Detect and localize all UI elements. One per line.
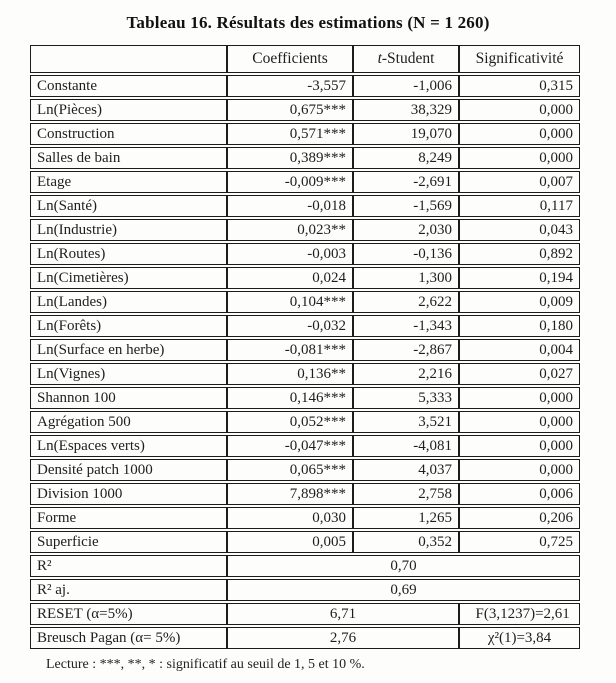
significance-cell: 0,000 [459,435,580,457]
significance-cell: 0,000 [459,147,580,169]
table-row [30,219,580,241]
table-row [30,363,580,385]
r-squared-value: 0,70 [227,555,580,577]
row-label: Densité patch 1000 [30,459,227,481]
coefficient-cell: 0,052*** [227,411,353,433]
page-title: Tableau 16. Résultats des estimations (N = 1 260) [126,13,490,32]
coefficient-cell: -0,047*** [227,435,353,457]
t-student-cell: -0,136 [353,243,459,265]
breusch-pagan-critical-value [459,627,580,649]
column-header-coefficients: Coefficients [227,45,353,73]
r-squared-row [30,555,580,577]
significance-cell: 0,009 [459,291,580,313]
significance-cell: 0,206 [459,507,580,529]
significance-cell: 0,043 [459,219,580,241]
t-suffix: -Student [381,50,435,67]
coefficient-cell: 0,146*** [227,387,353,409]
table-row [30,147,580,169]
row-label: Ln(Vignes) [30,363,227,385]
t-student-cell: -1,569 [353,195,459,217]
significance-cell: 0,000 [459,123,580,145]
table-row [30,483,580,505]
r-squared-adj-row [30,579,580,601]
row-label: Ln(Espaces verts) [30,435,227,457]
row-label: R² aj. [30,579,227,601]
table-row [30,171,580,193]
coefficient-cell: -0,009*** [227,171,353,193]
row-label: Division 1000 [30,483,227,505]
row-label: Shannon 100 [30,387,227,409]
significance-cell: 0,004 [459,339,580,361]
coefficient-cell: 0,389*** [227,147,353,169]
table-row [30,123,580,145]
significance-cell: 0,892 [459,243,580,265]
row-label: Etage [30,171,227,193]
table-row [30,459,580,481]
row-label: RESET (α=5%) [30,603,227,625]
table-row [30,315,580,337]
t-student-cell: -1,343 [353,315,459,337]
t-student-cell: 2,216 [353,363,459,385]
coefficient-cell: 0,005 [227,531,353,553]
t-student-cell: 2,622 [353,291,459,313]
coefficient-cell: 0,030 [227,507,353,529]
reset-statistic: 6,71 [227,603,459,625]
t-student-cell: 8,249 [353,147,459,169]
coefficient-cell: 0,675*** [227,99,353,121]
table-row [30,411,580,433]
reset-critical-value [459,603,580,625]
coefficient-cell: 0,136** [227,363,353,385]
coefficient-cell: 0,104*** [227,291,353,313]
t-student-cell: 5,333 [353,387,459,409]
t-student-cell: -2,691 [353,171,459,193]
reset-critical-text: F(3,1237)=2,61 [475,606,570,622]
coefficient-cell: 0,571*** [227,123,353,145]
r-squared-adj-value: 0,69 [227,579,580,601]
t-student-cell: 3,521 [353,411,459,433]
significance-cell: 0,117 [459,195,580,217]
breusch-pagan-critical-text: χ²(1)=3,84 [487,630,552,646]
coefficient-cell: -0,018 [227,195,353,217]
t-student-cell: 19,070 [353,123,459,145]
table-row [30,75,580,97]
significance-cell: 0,000 [459,387,580,409]
coefficient-cell: 0,023** [227,219,353,241]
row-label: Forme [30,507,227,529]
table-row [30,291,580,313]
row-label: Construction [30,123,227,145]
row-label: Ln(Surface en herbe) [30,339,227,361]
coefficient-cell: 7,898*** [227,483,353,505]
coefficient-cell: 0,065*** [227,459,353,481]
results-table [30,43,580,651]
significance-cell: 0,194 [459,267,580,289]
significance-cell: 0,725 [459,531,580,553]
significance-cell: 0,180 [459,315,580,337]
t-italic: t [377,50,382,67]
row-label: Constante [30,75,227,97]
row-label: R² [30,555,227,577]
row-label: Ln(Routes) [30,243,227,265]
table-row [30,339,580,361]
row-label: Ln(Forêts) [30,315,227,337]
table-row [30,435,580,457]
row-label: Ln(Pièces) [30,99,227,121]
empty-header-cell [30,45,227,73]
table-row [30,267,580,289]
significance-cell: 0,315 [459,75,580,97]
reading-note: Lecture : ***, **, * : significatif au seuil de 1, 5 et 10 %. [46,657,365,672]
coefficient-cell: -0,003 [227,243,353,265]
document-page [0,13,616,683]
breusch-pagan-statistic: 2,76 [227,627,459,649]
row-label: Ln(Landes) [30,291,227,313]
row-label: Agrégation 500 [30,411,227,433]
t-student-cell: -4,081 [353,435,459,457]
header-row [30,45,580,73]
row-label: Superficie [30,531,227,553]
coefficient-cell: -3,557 [227,75,353,97]
t-student-cell: -1,006 [353,75,459,97]
significance-cell: 0,000 [459,459,580,481]
t-student-cell: 2,758 [353,483,459,505]
row-label: Ln(Santé) [30,195,227,217]
row-label: Breusch Pagan (α= 5%) [30,627,227,649]
table-row [30,387,580,409]
reset-test-row [30,603,580,625]
table-row [30,195,580,217]
breusch-pagan-row [30,627,580,649]
t-student-cell: -2,867 [353,339,459,361]
t-student-cell: 0,352 [353,531,459,553]
table-row [30,507,580,529]
table-row [30,531,580,553]
t-student-cell: 38,329 [353,99,459,121]
significance-cell: 0,000 [459,99,580,121]
column-header-t-student [353,45,459,73]
significance-cell: 0,007 [459,171,580,193]
coefficient-cell: -0,081*** [227,339,353,361]
t-student-cell: 4,037 [353,459,459,481]
table-row [30,243,580,265]
column-header-significativite: Significativité [459,45,580,73]
significance-cell: 0,027 [459,363,580,385]
significance-cell: 0,000 [459,411,580,433]
t-student-cell: 1,300 [353,267,459,289]
coefficient-cell: 0,024 [227,267,353,289]
significance-cell: 0,006 [459,483,580,505]
row-label: Ln(Cimetières) [30,267,227,289]
table-row [30,99,580,121]
t-student-cell: 2,030 [353,219,459,241]
row-label: Salles de bain [30,147,227,169]
coefficient-cell: -0,032 [227,315,353,337]
t-student-cell: 1,265 [353,507,459,529]
row-label: Ln(Industrie) [30,219,227,241]
